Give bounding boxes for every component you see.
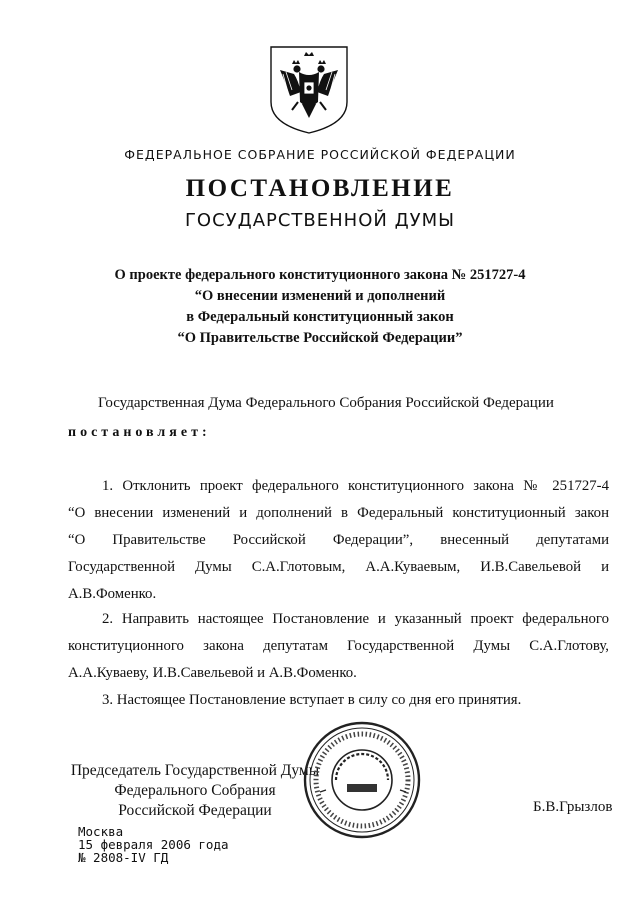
paragraph-3 [68,687,609,714]
coat-of-arms-emblem [268,44,350,136]
paragraph-line: 3. Настоящее Постановление вступает в силу со дня его принятия. [102,692,522,708]
parliament-name: ФЕДЕРАЛЬНОЕ СОБРАНИЕ РОССИЙСКОЙ ФЕДЕРАЦИИ [124,147,516,162]
double-headed-eagle-icon [268,44,350,136]
signer-name: Б.В.Грызлов [533,799,613,815]
signature-title-line: Федерального Собрания [114,782,276,799]
footer-date: 15 февраля 2006 года [78,837,229,852]
document-subtitle: ГОСУДАРСТВЕННОЙ ДУМЫ [184,210,456,231]
paragraph-2 [68,606,609,687]
signature-title-line: Председатель Государственной Думы [70,762,320,779]
protocol-department-stamp [300,718,424,842]
paragraph-line: Государственной Думы С.А.Глотовым, А.А.Куваевым, И.В.Савельевой и [68,559,609,575]
footer-number: № 2808-IV ГД [78,850,169,865]
paragraph-line: “О Правительстве Российской Федерации”, внесенный депутатами [68,532,609,548]
document-footer [78,825,229,864]
preamble: Государственная Дума Федерального Собрания Российской Федерации [98,395,554,411]
subject-line: в Федеральный конституционный закон [186,309,454,325]
signature-title-line: Российской Федерации [118,802,272,819]
paragraph-line: 1. Отклонить проект федерального конституционного закона № 251727-4 [102,478,609,494]
paragraph-line: А.В.Фоменко. [68,586,157,602]
paragraph-line: конституционного закона депутатам Государственной Думы С.А.Глотову, [68,638,609,654]
signature-block [70,761,320,821]
resolves-word: постановляет: [68,425,211,440]
round-seal-icon [300,718,424,842]
subject-line: О проекте федерального конституционного закона № 251727-4 [114,267,526,283]
paragraph-1 [68,473,609,608]
footer-city: Москва [78,824,124,839]
subject-line: “О внесении изменений и дополнений [194,288,446,304]
paragraph-line: 2. Направить настоящее Постановление и указанный проект федерального [102,611,609,627]
document-title: ПОСТАНОВЛЕНИЕ [185,175,455,202]
paragraph-line: А.А.Куваеву, И.В.Савельевой и А.В.Фоменко. [68,665,357,681]
resolution-subject [0,265,640,349]
subject-line: “О Правительстве Российской Федерации” [177,330,463,346]
paragraph-line: “О внесении изменений и дополнений в Федеральный конституционный закон [68,505,609,521]
